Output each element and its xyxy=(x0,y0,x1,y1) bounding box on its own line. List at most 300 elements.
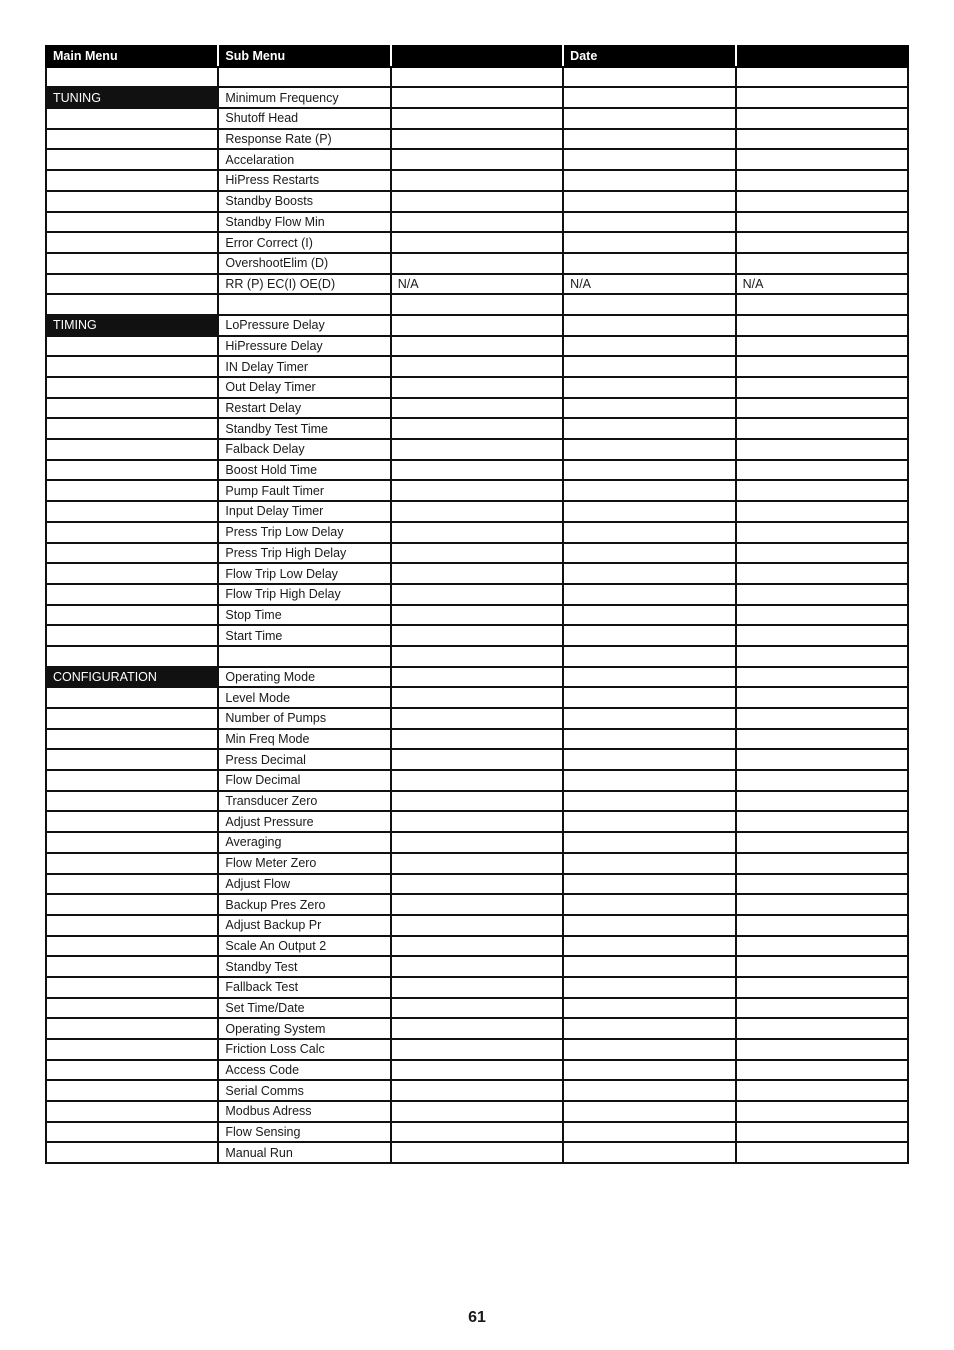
table-row xyxy=(46,1060,908,1081)
sub-menu-cell: Error Correct (I) xyxy=(218,232,390,253)
table-row xyxy=(46,1122,908,1143)
date-cell xyxy=(563,915,735,936)
date-cell xyxy=(563,253,735,274)
value-cell xyxy=(391,584,563,605)
value-cell xyxy=(391,936,563,957)
value-cell xyxy=(391,170,563,191)
sub-menu-cell: Scale An Output 2 xyxy=(218,936,390,957)
main-menu-cell xyxy=(46,811,218,832)
note-cell xyxy=(736,874,908,895)
sub-menu-cell: Standby Boosts xyxy=(218,191,390,212)
sub-menu-cell: Start Time xyxy=(218,625,390,646)
date-cell xyxy=(563,770,735,791)
date-cell xyxy=(563,936,735,957)
note-cell xyxy=(736,87,908,108)
sub-menu-cell: Out Delay Timer xyxy=(218,377,390,398)
sub-menu-cell: Level Mode xyxy=(218,687,390,708)
value-cell xyxy=(391,915,563,936)
date-cell xyxy=(563,894,735,915)
date-cell xyxy=(563,87,735,108)
value-cell xyxy=(391,874,563,895)
value-cell xyxy=(391,1101,563,1122)
note-cell xyxy=(736,915,908,936)
table-row xyxy=(46,729,908,750)
value-cell xyxy=(391,480,563,501)
date-cell xyxy=(563,811,735,832)
table-row xyxy=(46,977,908,998)
value-cell xyxy=(391,522,563,543)
note-cell xyxy=(736,687,908,708)
value-cell xyxy=(391,108,563,129)
sub-menu-cell: Boost Hold Time xyxy=(218,460,390,481)
main-menu-cell xyxy=(46,1018,218,1039)
note-cell xyxy=(736,1039,908,1060)
main-menu-cell xyxy=(46,108,218,129)
value-cell xyxy=(391,398,563,419)
value-cell xyxy=(391,749,563,770)
section-label: TIMING xyxy=(46,315,218,336)
note-cell xyxy=(736,646,908,667)
date-cell xyxy=(563,1101,735,1122)
table-row xyxy=(46,646,908,667)
date-cell xyxy=(563,729,735,750)
value-cell xyxy=(391,563,563,584)
date-cell xyxy=(563,460,735,481)
main-menu-cell xyxy=(46,170,218,191)
table-row xyxy=(46,212,908,233)
date-cell xyxy=(563,791,735,812)
table-row xyxy=(46,1039,908,1060)
sub-menu-cell: Adjust Backup Pr xyxy=(218,915,390,936)
value-cell xyxy=(391,377,563,398)
value-cell xyxy=(391,646,563,667)
value-cell xyxy=(391,336,563,357)
value-cell xyxy=(391,605,563,626)
value-cell xyxy=(391,1039,563,1060)
value-cell xyxy=(391,439,563,460)
value-cell xyxy=(391,1018,563,1039)
table-row xyxy=(46,687,908,708)
value-cell xyxy=(391,770,563,791)
date-cell xyxy=(563,191,735,212)
main-menu-cell xyxy=(46,253,218,274)
sub-menu-cell: Friction Loss Calc xyxy=(218,1039,390,1060)
note-cell xyxy=(736,936,908,957)
value-cell xyxy=(391,956,563,977)
value-cell xyxy=(391,894,563,915)
main-menu-cell xyxy=(46,832,218,853)
note-cell xyxy=(736,377,908,398)
sub-menu-cell: Standby Test xyxy=(218,956,390,977)
table-row xyxy=(46,998,908,1019)
note-cell xyxy=(736,460,908,481)
value-cell xyxy=(391,67,563,88)
sub-menu-cell xyxy=(218,646,390,667)
main-menu-cell xyxy=(46,274,218,295)
value-cell xyxy=(391,708,563,729)
table-row xyxy=(46,874,908,895)
date-cell: N/A xyxy=(563,274,735,295)
note-cell xyxy=(736,294,908,315)
note-cell xyxy=(736,998,908,1019)
date-cell xyxy=(563,398,735,419)
sub-menu-cell: Falback Delay xyxy=(218,439,390,460)
table-body xyxy=(46,67,908,1163)
date-cell xyxy=(563,1122,735,1143)
main-menu-cell xyxy=(46,294,218,315)
main-menu-cell xyxy=(46,149,218,170)
date-cell xyxy=(563,501,735,522)
sub-menu-cell: Accelaration xyxy=(218,149,390,170)
value-cell xyxy=(391,998,563,1019)
main-menu-cell xyxy=(46,956,218,977)
note-cell xyxy=(736,170,908,191)
date-cell xyxy=(563,377,735,398)
note-cell xyxy=(736,625,908,646)
sub-menu-cell: Adjust Pressure xyxy=(218,811,390,832)
main-menu-cell xyxy=(46,191,218,212)
note-cell xyxy=(736,1060,908,1081)
sub-menu-cell: Flow Trip High Delay xyxy=(218,584,390,605)
value-cell xyxy=(391,212,563,233)
table-row xyxy=(46,936,908,957)
value-cell: N/A xyxy=(391,274,563,295)
sub-menu-cell: HiPressure Delay xyxy=(218,336,390,357)
date-cell xyxy=(563,439,735,460)
settings-record-table xyxy=(45,45,909,1164)
sub-menu-cell: Serial Comms xyxy=(218,1080,390,1101)
sub-menu-cell: Backup Pres Zero xyxy=(218,894,390,915)
date-cell xyxy=(563,687,735,708)
main-menu-cell xyxy=(46,625,218,646)
note-cell xyxy=(736,439,908,460)
date-cell xyxy=(563,646,735,667)
sub-menu-cell: Modbus Adress xyxy=(218,1101,390,1122)
table-row xyxy=(46,398,908,419)
date-cell xyxy=(563,67,735,88)
table-row xyxy=(46,315,908,336)
sub-menu-cell: Access Code xyxy=(218,1060,390,1081)
main-menu-cell xyxy=(46,998,218,1019)
table-row xyxy=(46,356,908,377)
value-cell xyxy=(391,832,563,853)
table-row xyxy=(46,543,908,564)
note-cell xyxy=(736,1122,908,1143)
sub-menu-cell: Flow Meter Zero xyxy=(218,853,390,874)
sub-menu-cell: RR (P) EC(I) OE(D) xyxy=(218,274,390,295)
date-cell xyxy=(563,129,735,150)
sub-menu-cell: Shutoff Head xyxy=(218,108,390,129)
main-menu-cell xyxy=(46,398,218,419)
note-cell xyxy=(736,191,908,212)
table-row xyxy=(46,67,908,88)
date-cell xyxy=(563,563,735,584)
main-menu-cell xyxy=(46,356,218,377)
date-cell xyxy=(563,708,735,729)
value-cell xyxy=(391,625,563,646)
main-menu-cell xyxy=(46,232,218,253)
date-cell xyxy=(563,170,735,191)
table-row xyxy=(46,625,908,646)
value-cell xyxy=(391,1060,563,1081)
note-cell xyxy=(736,253,908,274)
value-cell xyxy=(391,1142,563,1163)
sub-menu-cell: Input Delay Timer xyxy=(218,501,390,522)
table-row xyxy=(46,294,908,315)
note-cell xyxy=(736,212,908,233)
table-row xyxy=(46,1142,908,1163)
main-menu-cell xyxy=(46,336,218,357)
note-cell xyxy=(736,667,908,688)
note-cell xyxy=(736,791,908,812)
note-cell xyxy=(736,1101,908,1122)
date-cell xyxy=(563,1060,735,1081)
note-cell xyxy=(736,811,908,832)
date-cell xyxy=(563,294,735,315)
table-row xyxy=(46,501,908,522)
table-row xyxy=(46,605,908,626)
date-cell xyxy=(563,605,735,626)
note-cell xyxy=(736,956,908,977)
main-menu-cell xyxy=(46,1142,218,1163)
date-cell xyxy=(563,977,735,998)
table-row xyxy=(46,232,908,253)
sub-menu-cell: Standby Flow Min xyxy=(218,212,390,233)
table-row xyxy=(46,1080,908,1101)
table-row xyxy=(46,791,908,812)
sub-menu-cell: Stop Time xyxy=(218,605,390,626)
date-cell xyxy=(563,874,735,895)
main-menu-cell xyxy=(46,460,218,481)
header-sub-menu: Sub Menu xyxy=(218,46,390,67)
value-cell xyxy=(391,129,563,150)
note-cell xyxy=(736,1018,908,1039)
main-menu-cell xyxy=(46,439,218,460)
table-row xyxy=(46,253,908,274)
date-cell xyxy=(563,853,735,874)
table-row xyxy=(46,149,908,170)
sub-menu-cell: Press Decimal xyxy=(218,749,390,770)
note-cell xyxy=(736,232,908,253)
note-cell xyxy=(736,315,908,336)
table-row xyxy=(46,129,908,150)
date-cell xyxy=(563,543,735,564)
main-menu-cell xyxy=(46,874,218,895)
date-cell xyxy=(563,832,735,853)
date-cell xyxy=(563,1039,735,1060)
main-menu-cell xyxy=(46,543,218,564)
sub-menu-cell: Press Trip Low Delay xyxy=(218,522,390,543)
date-cell xyxy=(563,522,735,543)
value-cell xyxy=(391,253,563,274)
date-cell xyxy=(563,1018,735,1039)
note-cell xyxy=(736,1080,908,1101)
sub-menu-cell: IN Delay Timer xyxy=(218,356,390,377)
main-menu-cell xyxy=(46,770,218,791)
table-row xyxy=(46,191,908,212)
table-row xyxy=(46,377,908,398)
sub-menu-cell: Operating Mode xyxy=(218,667,390,688)
note-cell xyxy=(736,605,908,626)
note-cell xyxy=(736,418,908,439)
value-cell xyxy=(391,729,563,750)
sub-menu-cell: LoPressure Delay xyxy=(218,315,390,336)
table-row xyxy=(46,522,908,543)
value-cell xyxy=(391,149,563,170)
date-cell xyxy=(563,1080,735,1101)
sub-menu-cell xyxy=(218,294,390,315)
note-cell xyxy=(736,729,908,750)
date-cell xyxy=(563,336,735,357)
header-blank-1 xyxy=(391,46,563,67)
table-row xyxy=(46,1101,908,1122)
value-cell xyxy=(391,294,563,315)
note-cell xyxy=(736,563,908,584)
sub-menu-cell: Response Rate (P) xyxy=(218,129,390,150)
table-row xyxy=(46,853,908,874)
date-cell xyxy=(563,232,735,253)
table-row xyxy=(46,460,908,481)
table-row xyxy=(46,87,908,108)
date-cell xyxy=(563,108,735,129)
table-row xyxy=(46,770,908,791)
note-cell xyxy=(736,501,908,522)
section-label: TUNING xyxy=(46,87,218,108)
main-menu-cell xyxy=(46,1101,218,1122)
main-menu-cell xyxy=(46,377,218,398)
table-row xyxy=(46,1018,908,1039)
value-cell xyxy=(391,853,563,874)
main-menu-cell xyxy=(46,501,218,522)
date-cell xyxy=(563,315,735,336)
value-cell xyxy=(391,811,563,832)
value-cell xyxy=(391,667,563,688)
header-main-menu: Main Menu xyxy=(46,46,218,67)
value-cell xyxy=(391,315,563,336)
main-menu-cell xyxy=(46,1080,218,1101)
note-cell xyxy=(736,853,908,874)
table-row xyxy=(46,563,908,584)
main-menu-cell xyxy=(46,584,218,605)
note-cell xyxy=(736,832,908,853)
date-cell xyxy=(563,480,735,501)
main-menu-cell xyxy=(46,480,218,501)
note-cell xyxy=(736,108,908,129)
date-cell xyxy=(563,625,735,646)
main-menu-cell xyxy=(46,749,218,770)
sub-menu-cell: HiPress Restarts xyxy=(218,170,390,191)
note-cell xyxy=(736,770,908,791)
date-cell xyxy=(563,149,735,170)
value-cell xyxy=(391,1122,563,1143)
note-cell xyxy=(736,708,908,729)
main-menu-cell xyxy=(46,563,218,584)
sub-menu-cell: Manual Run xyxy=(218,1142,390,1163)
note-cell xyxy=(736,67,908,88)
table-row xyxy=(46,832,908,853)
sub-menu-cell: Averaging xyxy=(218,832,390,853)
note-cell xyxy=(736,584,908,605)
main-menu-cell xyxy=(46,1060,218,1081)
main-menu-cell xyxy=(46,915,218,936)
main-menu-cell xyxy=(46,418,218,439)
note-cell xyxy=(736,480,908,501)
note-cell xyxy=(736,356,908,377)
table-row xyxy=(46,584,908,605)
sub-menu-cell: Transducer Zero xyxy=(218,791,390,812)
value-cell xyxy=(391,87,563,108)
main-menu-cell xyxy=(46,1039,218,1060)
note-cell: N/A xyxy=(736,274,908,295)
main-menu-cell xyxy=(46,129,218,150)
sub-menu-cell xyxy=(218,67,390,88)
note-cell xyxy=(736,336,908,357)
note-cell xyxy=(736,129,908,150)
note-cell xyxy=(736,543,908,564)
header-date: Date xyxy=(563,46,735,67)
main-menu-cell xyxy=(46,791,218,812)
sub-menu-cell: Press Trip High Delay xyxy=(218,543,390,564)
sub-menu-cell: Flow Sensing xyxy=(218,1122,390,1143)
main-menu-cell xyxy=(46,646,218,667)
table-row xyxy=(46,418,908,439)
page-number: 61 xyxy=(468,1309,486,1326)
table-row xyxy=(46,108,908,129)
sub-menu-cell: Flow Trip Low Delay xyxy=(218,563,390,584)
date-cell xyxy=(563,956,735,977)
main-menu-cell xyxy=(46,936,218,957)
table-row xyxy=(46,956,908,977)
sub-menu-cell: Set Time/Date xyxy=(218,998,390,1019)
main-menu-cell xyxy=(46,853,218,874)
table-row xyxy=(46,708,908,729)
date-cell xyxy=(563,749,735,770)
date-cell xyxy=(563,356,735,377)
sub-menu-cell: Flow Decimal xyxy=(218,770,390,791)
note-cell xyxy=(736,522,908,543)
value-cell xyxy=(391,191,563,212)
header-row xyxy=(46,46,908,67)
main-menu-cell xyxy=(46,1122,218,1143)
value-cell xyxy=(391,418,563,439)
table-row xyxy=(46,667,908,688)
main-menu-cell xyxy=(46,687,218,708)
section-label: CONFIGURATION xyxy=(46,667,218,688)
header-blank-2 xyxy=(736,46,908,67)
note-cell xyxy=(736,894,908,915)
table-row xyxy=(46,480,908,501)
value-cell xyxy=(391,687,563,708)
table-row xyxy=(46,749,908,770)
sub-menu-cell: Fallback Test xyxy=(218,977,390,998)
main-menu-cell xyxy=(46,212,218,233)
table-row xyxy=(46,439,908,460)
sub-menu-cell: Restart Delay xyxy=(218,398,390,419)
date-cell xyxy=(563,418,735,439)
date-cell xyxy=(563,584,735,605)
note-cell xyxy=(736,977,908,998)
sub-menu-cell: Min Freq Mode xyxy=(218,729,390,750)
sub-menu-cell: Standby Test Time xyxy=(218,418,390,439)
value-cell xyxy=(391,232,563,253)
main-menu-cell xyxy=(46,708,218,729)
value-cell xyxy=(391,356,563,377)
note-cell xyxy=(736,149,908,170)
value-cell xyxy=(391,977,563,998)
value-cell xyxy=(391,501,563,522)
main-menu-cell xyxy=(46,894,218,915)
main-menu-cell xyxy=(46,522,218,543)
